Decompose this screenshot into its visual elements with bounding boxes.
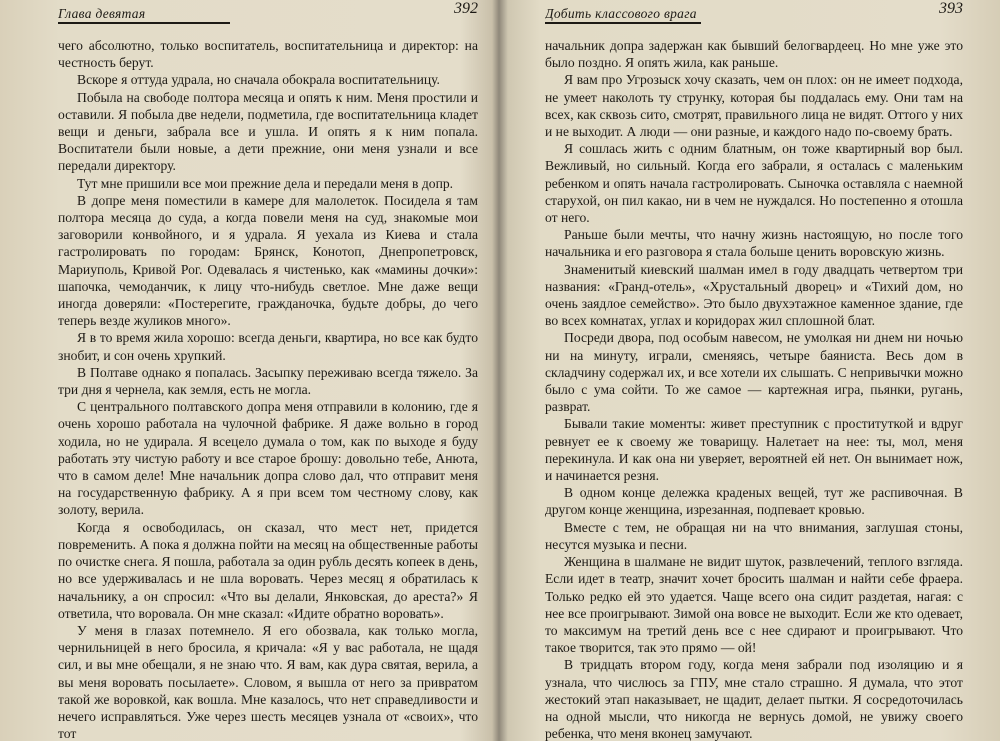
paragraph: Вместе с тем, не обращая ни на что внимания, заглушая стоны, несутся музыка и песни. — [545, 519, 963, 552]
paragraph: Когда я освободилась, он сказал, что мест нет, придется повременить. А пока я должна пойти на месяц на общественные работы по очистке снега. Я пошла, работала за один рубль десять копеек в день, но все удерживалась и не шла воровать. Через месяц я обратилась к начальнику, а он спросил: «Что вы делали, Янковская, до ареста?» Я ответила, что воровала. Он мне сказал: «Идите обратно воровать». — [58, 519, 478, 621]
paragraph: Вскоре я оттуда удрала, но сначала обокрала воспитательницу. — [77, 72, 440, 88]
paragraph: Тут мне пришили все мои прежние дела и передали меня в допр. — [77, 175, 454, 191]
page-number-right: 393 — [939, 0, 963, 17]
paragraph: Раньше были мечты, что начну жизнь настоящую, но после того начальника и его разговора я стала больше ценить воровскую жизнь. — [545, 227, 963, 260]
section-title: Добить классового врага — [545, 6, 697, 21]
paragraph: Я сошлась жить с одним блатным, он тоже квартирный вор был. Вежливый, но сильный. Когда его забрали, я осталась с маленьким ребенком и опять начала гастролировать. Сыночка оставляла с наемной старухой, он пил какао, ни в чем не нуждался. Но постепенно я отошла от него. — [545, 141, 963, 226]
header-rule-left — [58, 22, 230, 24]
paragraph: Побыла на свободе полтора месяца и опять к ним. Меня простили и оставили. Я побыла две недели, подметила, где воспитательница кладет вещи и деньги, забрала все и ушла. И опять я к ним попала. Воспитатели были новые, а дети прежние, они меня узнали и все передали директору. — [58, 89, 478, 174]
page-number-left: 392 — [454, 0, 478, 17]
paragraph: Знаменитый киевский шалман имел в году двадцать четвертом три названия: «Гранд-отель», «Хрустальный дворец» и «Тихий дом, но очень заядлое семейство». Это было двухэтажное каменное здание, где во всех комнатах, углах и коридорах жил сплошной блат. — [545, 261, 963, 329]
paragraph: Женщина в шалмане не видит шуток, развлечений, теплого взгляда. Если идет в театр, значит хочет бросить шалман и найти себе фраера. Только редко ей это удается. Чаще всего она сидит раздетая, нагая: с нее все проигрывают. Зимой она вовсе не выходит. Если же кто одевает, то максимум на третий день все с нее сдирают и проигрывают. Что такое творится, так это прямо — ой! — [545, 554, 963, 656]
right-page-text — [545, 37, 963, 741]
paragraph: Бывали такие моменты: живет преступник с проституткой и вдруг ревнует ее к своему же товарищу. Налетает на нее: ты, мол, меня перекинула. И как она ни уверяет, вероятней ей нет. Он вынимает нож, и начинается резня. — [545, 416, 963, 484]
chapter-title: Глава девятая — [58, 6, 146, 21]
paragraph: Я в то время жила хорошо: всегда деньги, квартира, но все как будто знобит, и сон очень хрупкий. — [58, 330, 478, 363]
paragraph: Посреди двора, под особым навесом, не умолкая ни днем ни ночью ни на минуту, играли, сменяясь, четыре баяниста. Весь дом в складчину содержал их, и все хотели их слышать. С непривычки можно было с ума сойти. То же самое — картежная игра, пьянки, ругань, разврат. — [545, 330, 963, 415]
right-page — [545, 0, 963, 741]
paragraph: У меня в глазах потемнело. Я его обозвала, как только могла, чернильницей в него бросила, я кричала: «Я у вас работала, не щадя сил, и вы мне обещали, я не знаю что. Я вам, как дура святая, верила, а вы меня воровать посылаете». Словом, я вышла от него за привратом такой же воровкой, как вошла. Мне казалось, что нет справедливости и нечего исправляться. Уже через шесть месяцев узнала от «своих», что тот — [58, 622, 478, 741]
paragraph: чего абсолютно, только воспитатель, воспитательница и директор: на честность берут. — [58, 38, 478, 71]
right-running-head — [545, 0, 963, 30]
paragraph: В Полтаве однако я попалась. Засыпку переживаю всегда тяжело. За три дня я чернела, как земля, есть не могла. — [58, 364, 478, 398]
paragraph: В тридцать втором году, когда меня забрали под изоляцию и я узнала, что числюсь за ГПУ, мне стало страшно. Я думала, что этот жестокий этап наказывает, не щадит, делает пытки. Я сосредоточилась на одной мысли, что никогда не вернусь домой, не увижу своего ребенка, что меня вконец замучают. — [545, 657, 963, 741]
header-rule-right — [545, 22, 701, 24]
paragraph: Я вам про Угрозыск хочу сказать, чем он плох: он не имеет подхода, не умеет наколоть ту струнку, которая бы поддалась ему. Они там на всех, как сквозь сито, смотрят, правильного лица не видят. Оттого у них и не выходит. А люди — они разные, и каждого надо по-своему брать. — [545, 72, 963, 140]
paragraph: В допре меня поместили в камере для малолеток. Посидела я там полтора месяца до суда, а когда повели меня на суд, знакомые мои заговорили конвойного, и я удрала. Я уехала из Киева и стала гастролировать по городам: Брянск, Конотоп, Днепропетровск, Мариуполь, Кривой Рог. Одевалась я чистенько, как «мамины дочки»: шапочка, чемоданчик, к лицу что-нибудь светлое. Мне даже вещи иногда доверяли: «Постерегите, гражданочка, будьте добры, до чего теперь везде жуликов много». — [58, 192, 478, 329]
paragraph: начальник допра задержан как бывший белогвардеец. Но мне уже это было поздно. Я опять жила, как раньше. — [545, 38, 963, 71]
left-running-head — [58, 0, 478, 30]
left-page — [58, 0, 478, 741]
paragraph: С центрального полтавского допра меня отправили в колонию, где я очень хорошо работала на чулочной фабрике. Я даже вольно в город ходила, но не удирала. Я всецело думала о том, как по выходе я буду работать эту чистую работу и все старое брошу: довольно тебе, Анюта, что в самом деле! Мне начальник допра слово дал, что отправит меня на государственную фабрику. А я при всем том честному слову, как золоту, верила. — [58, 399, 478, 518]
left-page-text — [58, 37, 478, 741]
paragraph: В одном конце дележка краденых вещей, тут же распивочная. В другом конце женщина, изрезанная, подпевает кровью. — [545, 485, 963, 518]
